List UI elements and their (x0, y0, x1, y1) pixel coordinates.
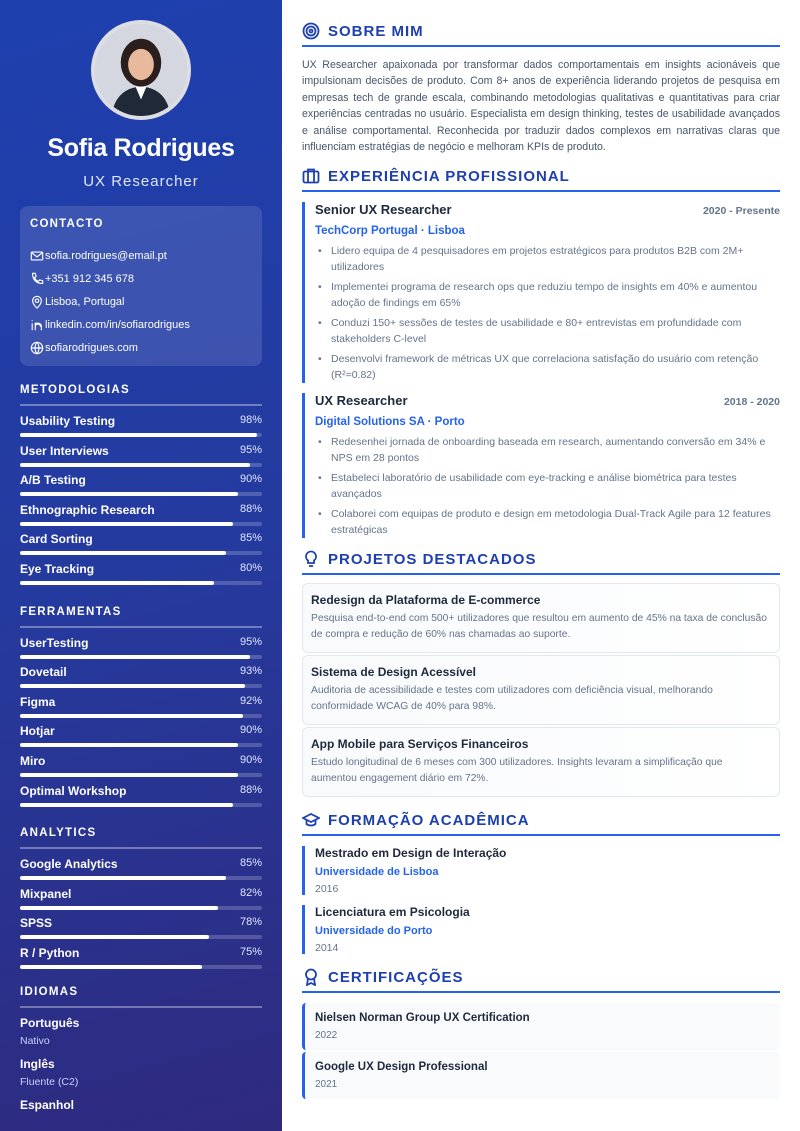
skill-bar (20, 522, 262, 526)
phone-icon (30, 272, 44, 286)
graduation-year: 2016 (315, 883, 339, 896)
skill-percent: 82% (239, 886, 262, 899)
skill-bar-fill (20, 463, 250, 467)
skill-group-heading: METODOLOGIAS (20, 384, 262, 406)
skill-bar-fill (20, 743, 238, 747)
certification-name: Google UX Design Professional (315, 1061, 488, 1074)
skill-name: A/B Testing (20, 473, 86, 488)
skill-bar-fill (20, 433, 257, 437)
graduation-cap-icon (302, 811, 320, 829)
skill-item (20, 724, 262, 754)
certification-year: 2021 (315, 1079, 338, 1091)
project-description: Pesquisa end-to-end com 500+ utilizadores que resultou em aumento de 45% na taxa de conclusão de compra e redução de 60% nas chamadas ao suporte. (311, 613, 767, 641)
skill-name: Card Sorting (20, 532, 93, 547)
skill-item (20, 414, 262, 444)
job-title: Senior UX Researcher (315, 202, 452, 218)
job-dates: 2020 - Presente (702, 205, 780, 218)
main-content (302, 0, 780, 1101)
skill-name: Ethnographic Research (20, 502, 155, 517)
skill-name: UserTesting (20, 635, 89, 650)
projects-heading: PROJETOS DESTACADOS (302, 550, 780, 575)
skill-group-heading: FERRAMENTAS (20, 606, 262, 628)
target-icon (302, 22, 320, 40)
skill-item (20, 503, 262, 533)
skill-percent: 92% (239, 694, 262, 707)
project-list (302, 583, 780, 797)
skill-percent: 95% (239, 443, 262, 456)
skill-bar (20, 463, 262, 467)
contact-email[interactable]: sofia.rodrigues@email.pt (30, 244, 252, 267)
skill-name: Eye Tracking (20, 561, 95, 576)
contact-phone[interactable]: +351 912 345 678 (30, 267, 252, 290)
education-heading: FORMAÇÃO ACADÊMICA (302, 811, 780, 836)
contact-location: Lisboa, Portugal (30, 290, 252, 313)
skill-bar-fill (20, 655, 250, 659)
certification-name: Nielsen Norman Group UX Certification (315, 1012, 530, 1025)
certification-card (302, 1052, 780, 1099)
project-title: Sistema de Design Acessível (311, 665, 476, 680)
skill-name: Google Analytics (20, 857, 118, 872)
skill-bar-fill (20, 684, 245, 688)
skill-name: Usability Testing (20, 414, 116, 428)
skill-bar (20, 433, 262, 437)
skill-bar (20, 906, 262, 910)
language-name: Inglês (20, 1056, 55, 1071)
skill-item (20, 562, 262, 592)
skill-bar-fill (20, 935, 209, 939)
languages-heading: IDIOMAS (20, 986, 262, 1008)
contact-linkedin[interactable]: linkedin.com/in/sofiarodrigues (30, 314, 252, 337)
skill-bar-fill (20, 803, 233, 807)
contact-heading: CONTACTO (30, 218, 104, 230)
profile-title: UX Researcher (83, 173, 199, 190)
briefcase-icon (302, 167, 320, 185)
skill-bar (20, 935, 262, 939)
profile-name: Sofia Rodrigues (47, 134, 235, 162)
skill-bar (20, 581, 262, 585)
skill-name: Mixpanel (20, 886, 72, 901)
skill-bar (20, 803, 262, 807)
skill-item (20, 665, 262, 695)
award-icon (302, 968, 320, 986)
job-entry (302, 202, 780, 383)
job-bullet: • Estabeleci laboratório de usabilidade com eye-tracking e análise biométrica para testes avançados (315, 470, 780, 502)
mail-icon (30, 249, 44, 263)
skill-name: Miro (20, 753, 46, 768)
certification-year: 2022 (315, 1030, 338, 1042)
project-title: App Mobile para Serviços Financeiros (311, 737, 529, 752)
skill-group (20, 606, 262, 814)
sidebar (0, 0, 282, 1131)
job-company: Digital Solutions SA · Porto (315, 416, 465, 429)
skill-bar (20, 492, 262, 496)
skill-percent: 98% (239, 414, 262, 426)
project-card (302, 583, 780, 653)
skill-item (20, 473, 262, 503)
project-card (302, 727, 780, 797)
job-bullet: • Lidero equipa de 4 pesquisadores em projetos estratégicos para produtos B2B com 2M+ utilizadores (315, 243, 780, 275)
certification-list (302, 1003, 780, 1099)
skill-name: User Interviews (20, 443, 109, 458)
skill-percent: 85% (239, 532, 262, 545)
skill-item (20, 887, 262, 917)
job-bullet: • Colaborei com equipas de produto e design em metodologia Dual-Track Agile para 12 features estratégicas (315, 506, 780, 538)
language-name: Português (20, 1015, 80, 1030)
skill-percent: 90% (239, 473, 262, 486)
skill-bar (20, 965, 262, 969)
skill-bar-fill (20, 876, 226, 880)
skill-percent: 78% (239, 916, 262, 929)
job-title: UX Researcher (315, 393, 408, 409)
about-text: UX Researcher apaixonada por transformar dados comportamentais em insights acionáveis que impulsionam decisões de produto. Com 8+ anos de experiência liderando projetos de pesquisa em empresas tech de grande escala, combinando metodologias qualitativas e quantitativas para criar experiências centradas no usuário. Especialista em design thinking, testes de usabilidade avançados e análise comportamental. Reconhecida por traduzir dados complexos em narrativas claras que influenciam estratégias de negócio e melhoram KPIs de produto. (302, 59, 780, 154)
certifications-heading: CERTIFICAÇÕES (302, 968, 780, 993)
skill-bar-fill (20, 906, 218, 910)
skill-percent: 85% (239, 857, 262, 870)
degree: Mestrado em Design de Interação (315, 846, 507, 861)
skill-bar (20, 773, 262, 777)
location-icon (30, 295, 44, 309)
skills-section (20, 384, 262, 976)
language-name: Espanhol (20, 1097, 75, 1112)
skill-bar (20, 714, 262, 718)
skill-bar-fill (20, 492, 238, 496)
school: Universidade de Lisboa (315, 866, 439, 879)
language-level: Nativo (20, 1034, 50, 1047)
globe-icon (30, 341, 44, 355)
education-entry (302, 846, 780, 895)
skill-bar (20, 876, 262, 880)
lightbulb-icon (302, 550, 320, 568)
linkedin-icon (30, 318, 44, 332)
skill-bar-fill (20, 551, 226, 555)
school: Universidade do Porto (315, 925, 433, 938)
skill-item (20, 532, 262, 562)
skill-name: SPSS (20, 916, 53, 931)
skill-item (20, 695, 262, 725)
skill-percent: 75% (239, 945, 262, 958)
skill-group (20, 827, 262, 975)
skill-item (20, 444, 262, 474)
contact-box (20, 206, 262, 366)
skill-group (20, 384, 262, 592)
job-bullet: • Desenvolvi framework de métricas UX que correlaciona satisfação do usuário com retenção (R²=0.82) (315, 351, 780, 383)
skill-name: Optimal Workshop (20, 783, 127, 798)
job-company: TechCorp Portugal · Lisboa (315, 225, 465, 238)
job-bullet: • Implementei programa de research ops que reduziu tempo de insights em 40% e aumentou adoção de findings em 65% (315, 279, 780, 311)
skill-bar-fill (20, 714, 243, 718)
project-description: Estudo longitudinal de 6 meses com 300 utilizadores. Insights levaram a simplificação que aumentou engagement diário em 72%. (311, 757, 723, 785)
project-card (302, 655, 780, 725)
skill-percent: 90% (239, 724, 262, 737)
degree: Licenciatura em Psicologia (315, 905, 470, 920)
certification-card (302, 1003, 780, 1050)
job-list (302, 202, 780, 538)
skill-item (20, 857, 262, 887)
experience-heading: EXPERIÊNCIA PROFISSIONAL (302, 167, 780, 192)
skill-bar (20, 684, 262, 688)
skill-item (20, 754, 262, 784)
skill-bar-fill (20, 773, 238, 777)
project-description: Auditoria de acessibilidade e testes com utilizadores com deficiência visual, melhorando conformidade WCAG de 40% para 98%. (311, 685, 713, 713)
skill-name: R / Python (20, 945, 80, 960)
skill-bar-fill (20, 581, 214, 585)
skill-item (20, 784, 262, 814)
about-heading: SOBRE MIM (302, 22, 780, 47)
skill-name: Figma (20, 694, 56, 709)
skill-bar (20, 551, 262, 555)
contact-website[interactable]: sofiarodrigues.com (30, 337, 252, 360)
skill-item (20, 636, 262, 666)
profile-photo (91, 20, 191, 120)
language-level: Fluente (C2) (20, 1075, 79, 1088)
education-entry (302, 905, 780, 954)
skill-item (20, 916, 262, 946)
job-dates: 2018 - 2020 (723, 396, 780, 409)
skill-percent: 93% (239, 665, 262, 678)
skill-percent: 88% (239, 502, 262, 515)
skill-bar-fill (20, 522, 233, 526)
skill-name: Hotjar (20, 724, 55, 739)
skill-percent: 88% (239, 783, 262, 796)
languages-section (20, 986, 262, 1112)
skill-percent: 90% (239, 753, 262, 766)
skill-bar (20, 655, 262, 659)
skill-bar-fill (20, 965, 202, 969)
skill-percent: 95% (239, 635, 262, 648)
graduation-year: 2014 (315, 942, 339, 955)
job-bullet: • Redesenhei jornada de onboarding baseada em research, aumentando conversão em 34% e NPS em 28 pontos (315, 434, 780, 466)
skill-item (20, 946, 262, 976)
job-entry (302, 393, 780, 538)
job-bullet: • Conduzi 150+ sessões de testes de usabilidade e 80+ entrevistas em profundidade com stakeholders C-level (315, 315, 780, 347)
skill-bar (20, 743, 262, 747)
skill-name: Dovetail (20, 665, 67, 680)
skill-percent: 80% (239, 561, 262, 574)
skill-group-heading: ANALYTICS (20, 827, 262, 849)
education-list (302, 846, 780, 954)
project-title: Redesign da Plataforma de E-commerce (311, 593, 541, 608)
